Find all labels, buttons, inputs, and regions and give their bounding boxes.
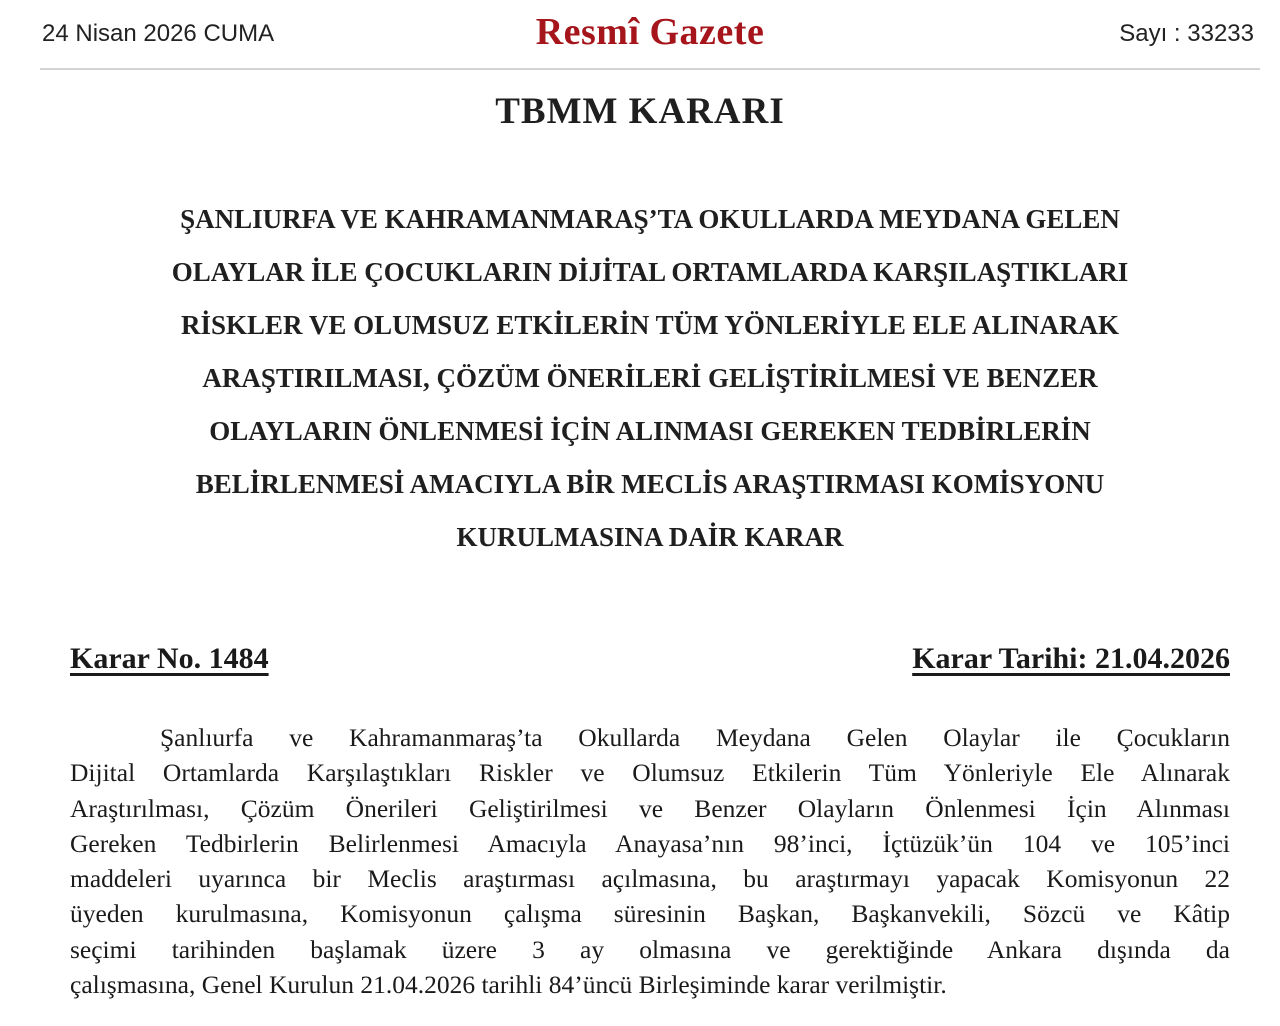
decision-title-line: ŞANLIURFA VE KAHRAMANMARAŞ’TA OKULLARDA MEYDANA GELEN <box>180 204 1120 234</box>
decision-date: Karar Tarihi: 21.04.2026 <box>912 642 1230 675</box>
decision-title-line: ARAŞTIRILMASI, ÇÖZÜM ÖNERİLERİ GELİŞTİRİLMESİ VE BENZER <box>202 363 1098 393</box>
body-line: Gereken Tedbirlerin Belirlenmesi Amacıyla Anayasa’nın 98’inci, İçtüzük’ün 104 ve 105’inci <box>70 828 1230 858</box>
decision-body <box>70 720 1230 1002</box>
decision-meta <box>70 642 1230 686</box>
document-type-heading: TBMM KARARI <box>495 91 785 132</box>
publication-date: 24 Nisan 2026 CUMA <box>42 20 275 47</box>
gazette-header <box>40 0 1260 70</box>
decision-title-line: KURULMASINA DAİR KARAR <box>456 522 844 552</box>
body-line: Şanlıurfa ve Kahramanmaraş’ta Okullarda Meydana Gelen Olaylar ile Çocukların <box>160 723 1230 752</box>
decision-title <box>100 195 1200 566</box>
body-line: üyeden kurulmasına, Komisyonun çalışma süresinin Başkan, Başkanvekili, Sözcü ve Kâtip <box>70 899 1230 929</box>
body-line: Dijital Ortamlarda Karşılaştıkları Riskler ve Olumsuz Etkilerin Tüm Yönleriyle Ele Alınarak <box>70 758 1230 788</box>
decision-title-line: OLAYLAR İLE ÇOCUKLARIN DİJİTAL ORTAMLARDA KARŞILAŞTIKLARI <box>171 257 1129 287</box>
issue-number: Sayı : 33233 <box>1119 20 1254 47</box>
gazette-title: Resmî Gazete <box>535 11 765 53</box>
body-line: maddeleri uyarınca bir Meclis araştırması açılmasına, bu araştırmayı yapacak Komisyonun 22 <box>70 864 1230 894</box>
decision-number: Karar No. 1484 <box>70 642 269 675</box>
body-line: Araştırılması, Çözüm Önerileri Geliştirilmesi ve Benzer Olayların Önlenmesi İçin Alınması <box>70 793 1230 823</box>
decision-title-line: RİSKLER VE OLUMSUZ ETKİLERİN TÜM YÖNLERİYLE ELE ALINARAK <box>181 310 1119 340</box>
body-line: çalışmasına, Genel Kurulun 21.04.2026 tarihli 84’üncü Birleşiminde karar verilmiştir. <box>70 970 947 1000</box>
body-line: seçimi tarihinden başlamak üzere 3 ay olmasına ve gerektiğinde Ankara dışında da <box>70 934 1230 964</box>
decision-title-line: OLAYLARIN ÖNLENMESİ İÇİN ALINMASI GEREKEN TEDBİRLERİN <box>209 416 1091 446</box>
decision-title-line: BELİRLENMESİ AMACIYLA BİR MECLİS ARAŞTIRMASI KOMİSYONU <box>195 469 1105 499</box>
